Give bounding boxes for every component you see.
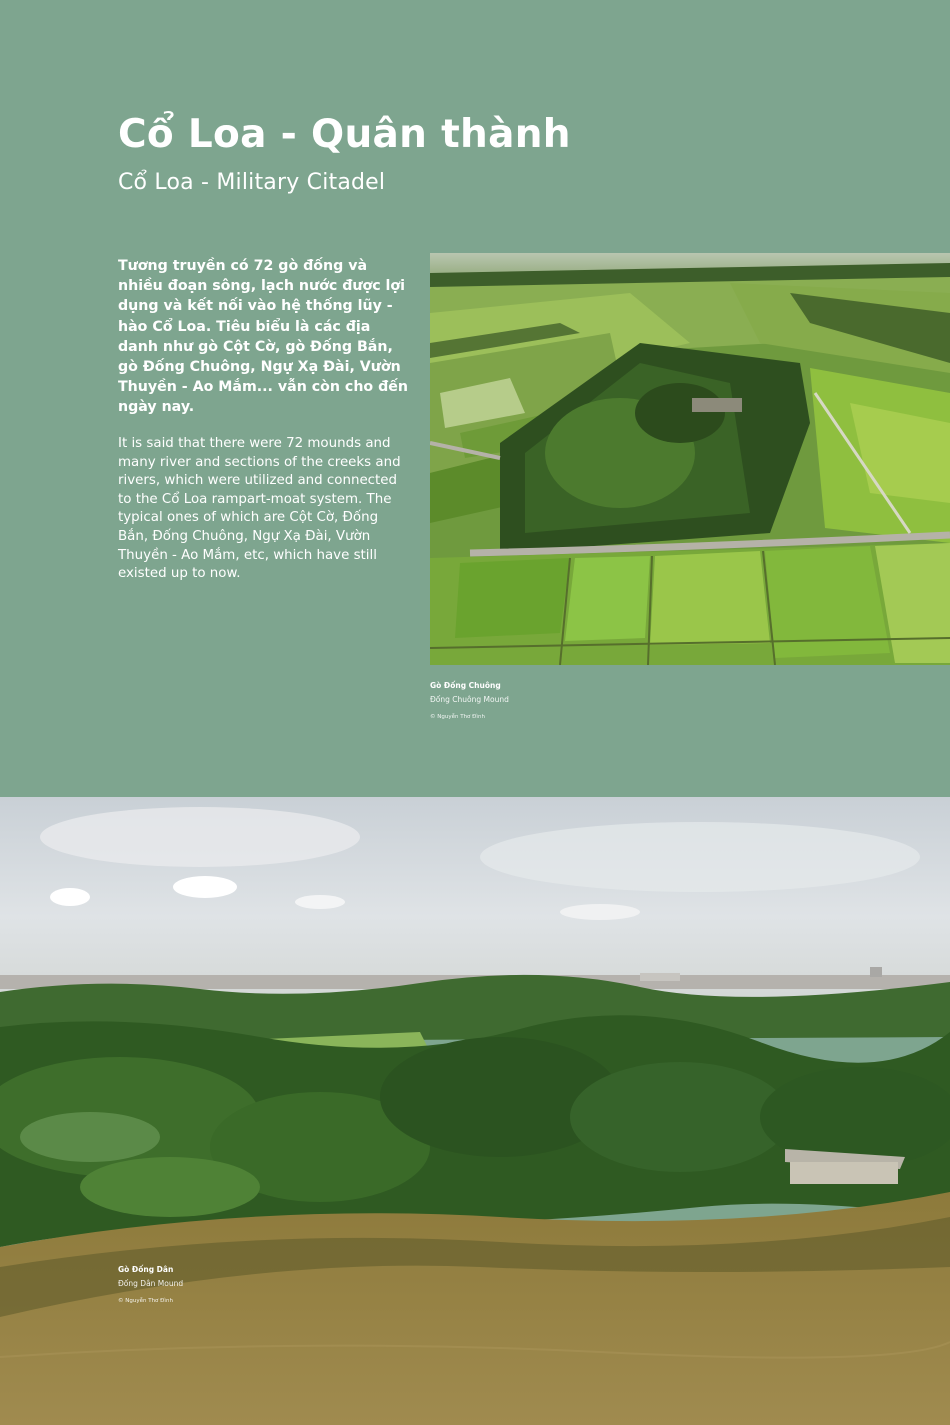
photo-dong-dan-mound: [0, 797, 950, 1425]
aerial-photo-dong-chuong-mound: [430, 253, 950, 665]
photo1-credit: © Nguyễn Thơ Đình: [430, 714, 485, 720]
photo2-credit: © Nguyễn Thơ Đình: [118, 1298, 173, 1304]
photo2-caption-en: Đống Dân Mound: [118, 1279, 184, 1288]
vietnamese-description: Tương truyền có 72 gò đống và nhiều đoạn sông, lạch nước được lợi dụng và kết nối vào hệ thống lũy - hào Cổ Loa. Tiêu biểu là các địa danh như gò Cột Cờ, gò Đống Bắn, gò Đống Chuông, Ngự Xạ Đài, Vườn Thuyền - Ao Mắm... vẫn còn cho đến ngày nay.: [118, 258, 408, 416]
english-description: It is said that there were 72 mounds and many river and sections of the creeks and rivers, which were utilized and connected to the Cổ Loa rampart-moat system. The typical ones of which are Cột Cờ, Đống Bắn, Đống Chuông, Ngự Xạ Đài, Vườn Thuyền - Ao Mắm, etc, which have still existed up to now.: [118, 436, 401, 582]
photo1-caption-vi: Gò Đống Chuông: [430, 681, 501, 690]
page-subtitle: Cổ Loa - Military Citadel: [118, 170, 386, 195]
photo1-caption-en: Đống Chuông Mound: [430, 695, 509, 704]
photo2-caption-vi: Gò Đống Dân: [118, 1265, 174, 1274]
page-title: Cổ Loa - Quân thành: [118, 112, 571, 157]
